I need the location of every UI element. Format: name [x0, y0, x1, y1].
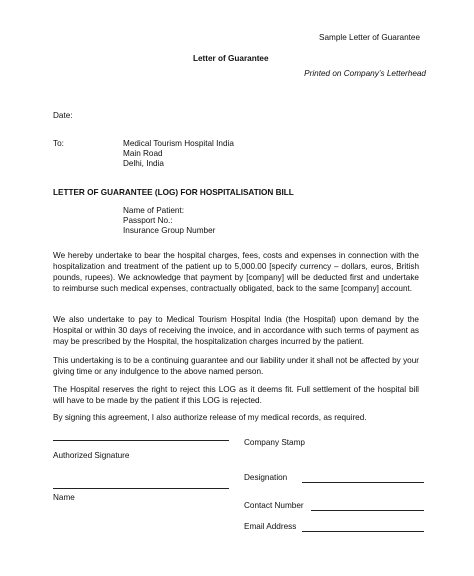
date-label: Date: — [53, 111, 73, 120]
company-stamp-label: Company Stamp — [244, 438, 305, 447]
paragraph-rejection: The Hospital reserves the right to reject this LOG as it deems fit. Full settlement of the hospital bill will have to be made by the patient if this LOG is rejected. — [53, 385, 419, 405]
email-address-label: Email Address — [244, 522, 297, 531]
paragraph-authorization: By signing this agreement, I also authorize release of my medical records, as required. — [53, 413, 367, 422]
signature-line — [53, 440, 229, 441]
letterhead-note: Printed on Company’s Letterhead — [304, 69, 426, 78]
to-label: To: — [53, 139, 64, 148]
email-address-line — [302, 531, 424, 532]
address-line-1: Medical Tourism Hospital India — [123, 139, 234, 148]
designation-label: Designation — [244, 473, 288, 482]
subject-heading: LETTER OF GUARANTEE (LOG) FOR HOSPITALISATION BILL — [53, 188, 294, 197]
authorized-signature-label: Authorized Signature — [53, 451, 130, 460]
address-line-2: Main Road — [123, 149, 163, 158]
insurance-field: Insurance Group Number — [123, 226, 216, 235]
name-line — [53, 488, 229, 489]
patient-name-field: Name of Patient: — [123, 206, 184, 215]
name-label: Name — [53, 493, 75, 502]
designation-line — [302, 482, 424, 483]
sample-label: Sample Letter of Guarantee — [319, 33, 421, 42]
paragraph-payment: We also undertake to pay to Medical Tourism Hospital India (the Hospital) upon demand by the Hospital or within 30 days of receiving the invoice, and in accordance with such terms of payment as may be prescribed by the Hospital, the hospitalization charges incurred by the patient. — [53, 315, 419, 346]
address-line-3: Delhi, India — [123, 159, 164, 168]
contact-number-line — [311, 510, 424, 511]
paragraph-undertaking: We hereby undertake to bear the hospital charges, fees, costs and expenses in connection with the hospitalization and treatment of the patient up to 5,000.00 [specify currency – dollars, euros, British pounds, rupees). We acknowledge that payment by [company] will be deducted first and undertake to reimburse such medical expenses, contractually obligated, back to the same [company] account. — [53, 251, 419, 293]
paragraph-continuing-guarantee: This undertaking is to be a continuing guarantee and our liability under it shall not be affected by your giving time or any indulgence to the above named person. — [53, 356, 419, 376]
document-title: Letter of Guarantee — [193, 54, 269, 63]
contact-number-label: Contact Number — [244, 501, 304, 510]
passport-field: Passport No.: — [123, 216, 173, 225]
